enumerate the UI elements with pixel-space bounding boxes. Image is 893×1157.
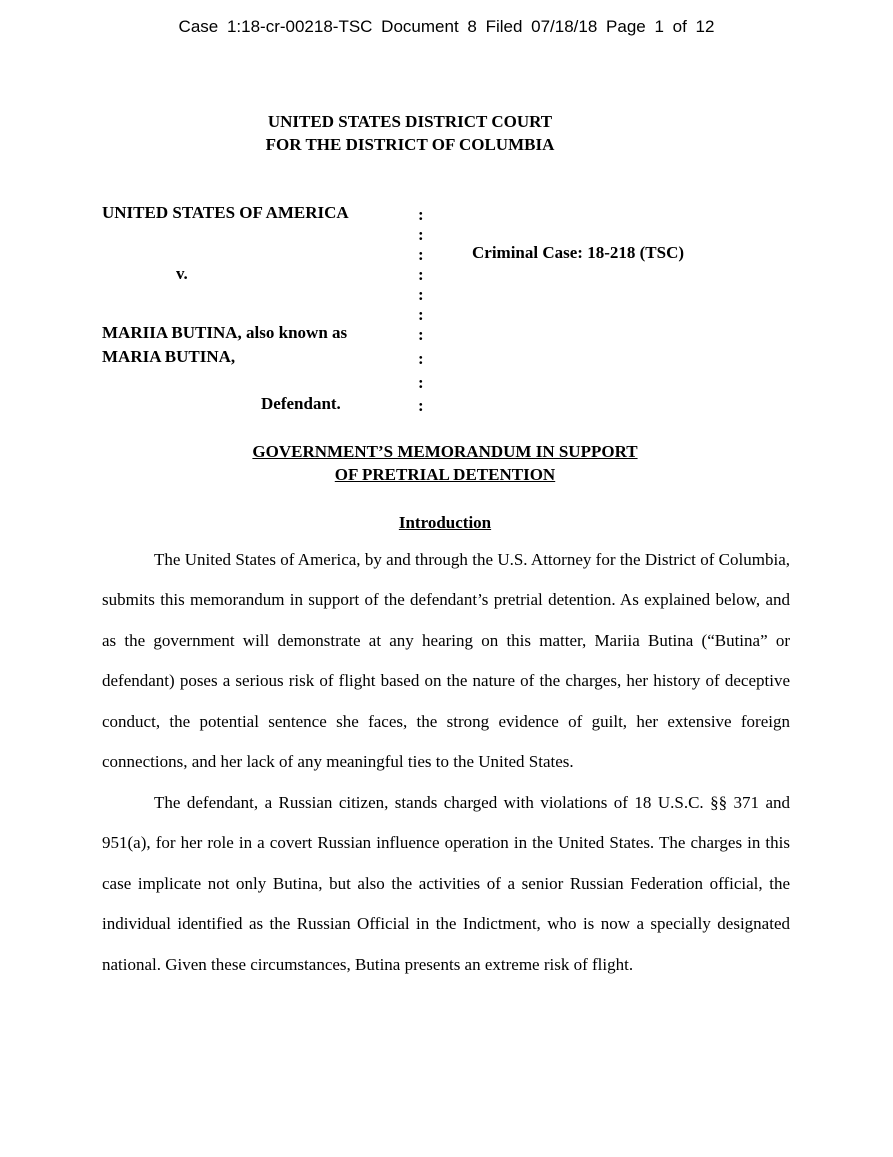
document-title <box>0 440 890 486</box>
defendant-name-line1: MARIIA BUTINA, also known as <box>102 323 348 342</box>
caption-colon: : <box>418 205 424 224</box>
paragraph-text: The United States of America, by and through the U.S. Attorney for the District of Columbia, submits this memorandum in support of the defendant’s pretrial detention. As explained below, and as the government will demonstrate at any hearing on this matter, Mariia Butina (“Butina” or defendant) poses a serious risk of flight based on the nature of the charges, her history of deceptive conduct, the potential sentence she faces, the strong evidence of guilt, her extensive foreign connections, and her lack of any meaningful ties to the United States. <box>102 550 790 772</box>
court-name-line2: FOR THE DISTRICT OF COLUMBIA <box>265 135 555 154</box>
section-heading: Introduction <box>398 513 492 532</box>
caption-colon: : <box>418 305 424 324</box>
document-title-line2: OF PRETRIAL DETENTION <box>334 465 556 484</box>
body-paragraph <box>102 540 790 782</box>
case-header: Case 1:18-cr-00218-TSC Document 8 Filed 07/18/18 Page 1 of 12 <box>178 17 715 36</box>
court-name <box>0 110 820 156</box>
document-title-line1: GOVERNMENT’S MEMORANDUM IN SUPPORT <box>252 442 638 461</box>
versus-label: v. <box>176 264 188 283</box>
plaintiff-name: UNITED STATES OF AMERICA <box>102 203 349 222</box>
caption-colon: : <box>418 265 424 284</box>
body-paragraph <box>102 783 790 985</box>
caption-colon: : <box>418 225 424 244</box>
caption-colon: : <box>418 285 424 304</box>
defendant-role: Defendant. <box>261 394 341 413</box>
criminal-case-number: Criminal Case: 18-218 (TSC) <box>472 243 685 262</box>
caption-colon: : <box>418 396 424 415</box>
court-name-line1: UNITED STATES DISTRICT COURT <box>267 112 553 131</box>
paragraph-text: The defendant, a Russian citizen, stands charged with violations of 18 U.S.C. §§ 371 and 951(a), for her role in a covert Russian influence operation in the United States. The charges in this case implicate not only Butina, but also the activities of a senior Russian Federation official, the individual identified as the Russian Official in the Indictment, who is now a specially designated national. Given these circumstances, Butina presents an extreme risk of flight. <box>102 793 790 974</box>
caption-colon: : <box>418 325 424 344</box>
caption-colon: : <box>418 245 424 264</box>
caption-colon: : <box>418 349 424 368</box>
defendant-name-line2: MARIA BUTINA, <box>102 347 236 366</box>
caption-colon: : <box>418 373 424 392</box>
